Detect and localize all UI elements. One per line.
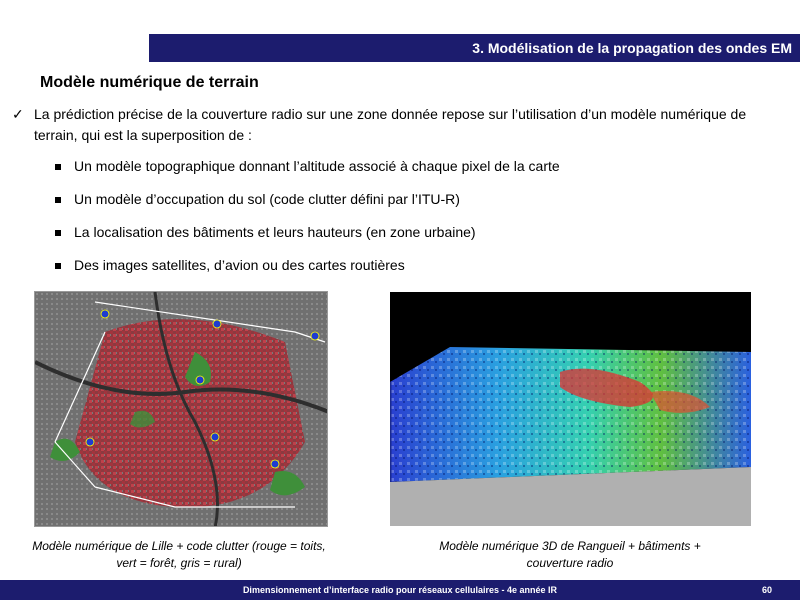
footer-bar: [0, 580, 800, 600]
checkmark-icon: ✓: [12, 106, 24, 122]
square-bullet-icon: [55, 230, 61, 236]
slide-title: Modèle numérique de terrain: [40, 74, 259, 91]
rangueil-3d-model-image: [390, 292, 751, 526]
header-bar: [149, 34, 800, 62]
main-bullet-line-2: terrain, qui est la superposition de :: [34, 127, 252, 143]
right-image-caption: [420, 538, 720, 572]
square-bullet-icon: [55, 263, 61, 269]
footer-text: Dimensionnement d’interface radio pour réseaux cellulaires - 4e année IR: [242, 585, 558, 595]
square-bullet-icon: [55, 164, 61, 170]
page-number: 60: [761, 585, 772, 595]
left-image-caption: [14, 538, 344, 572]
lille-clutter-map-image: [34, 291, 328, 527]
rangueil-3d-graphic: [390, 292, 751, 526]
lille-map-graphic: [35, 292, 328, 527]
right-caption-line-2: couverture radio: [526, 556, 614, 570]
right-caption-line-1: Modèle numérique 3D de Rangueil + bâtiments +: [439, 539, 701, 553]
left-caption-line-1: Modèle numérique de Lille + code clutter (rouge = toits,: [32, 539, 326, 553]
left-caption-line-2: vert = forêt, gris = rural): [116, 556, 242, 570]
header-title: 3. Modélisation de la propagation des ondes EM: [472, 40, 792, 56]
main-bullet-line-1: La prédiction précise de la couverture radio sur une zone donnée repose sur l’utilisation d’un modèle numérique de: [34, 106, 747, 122]
square-bullet-icon: [55, 197, 61, 203]
